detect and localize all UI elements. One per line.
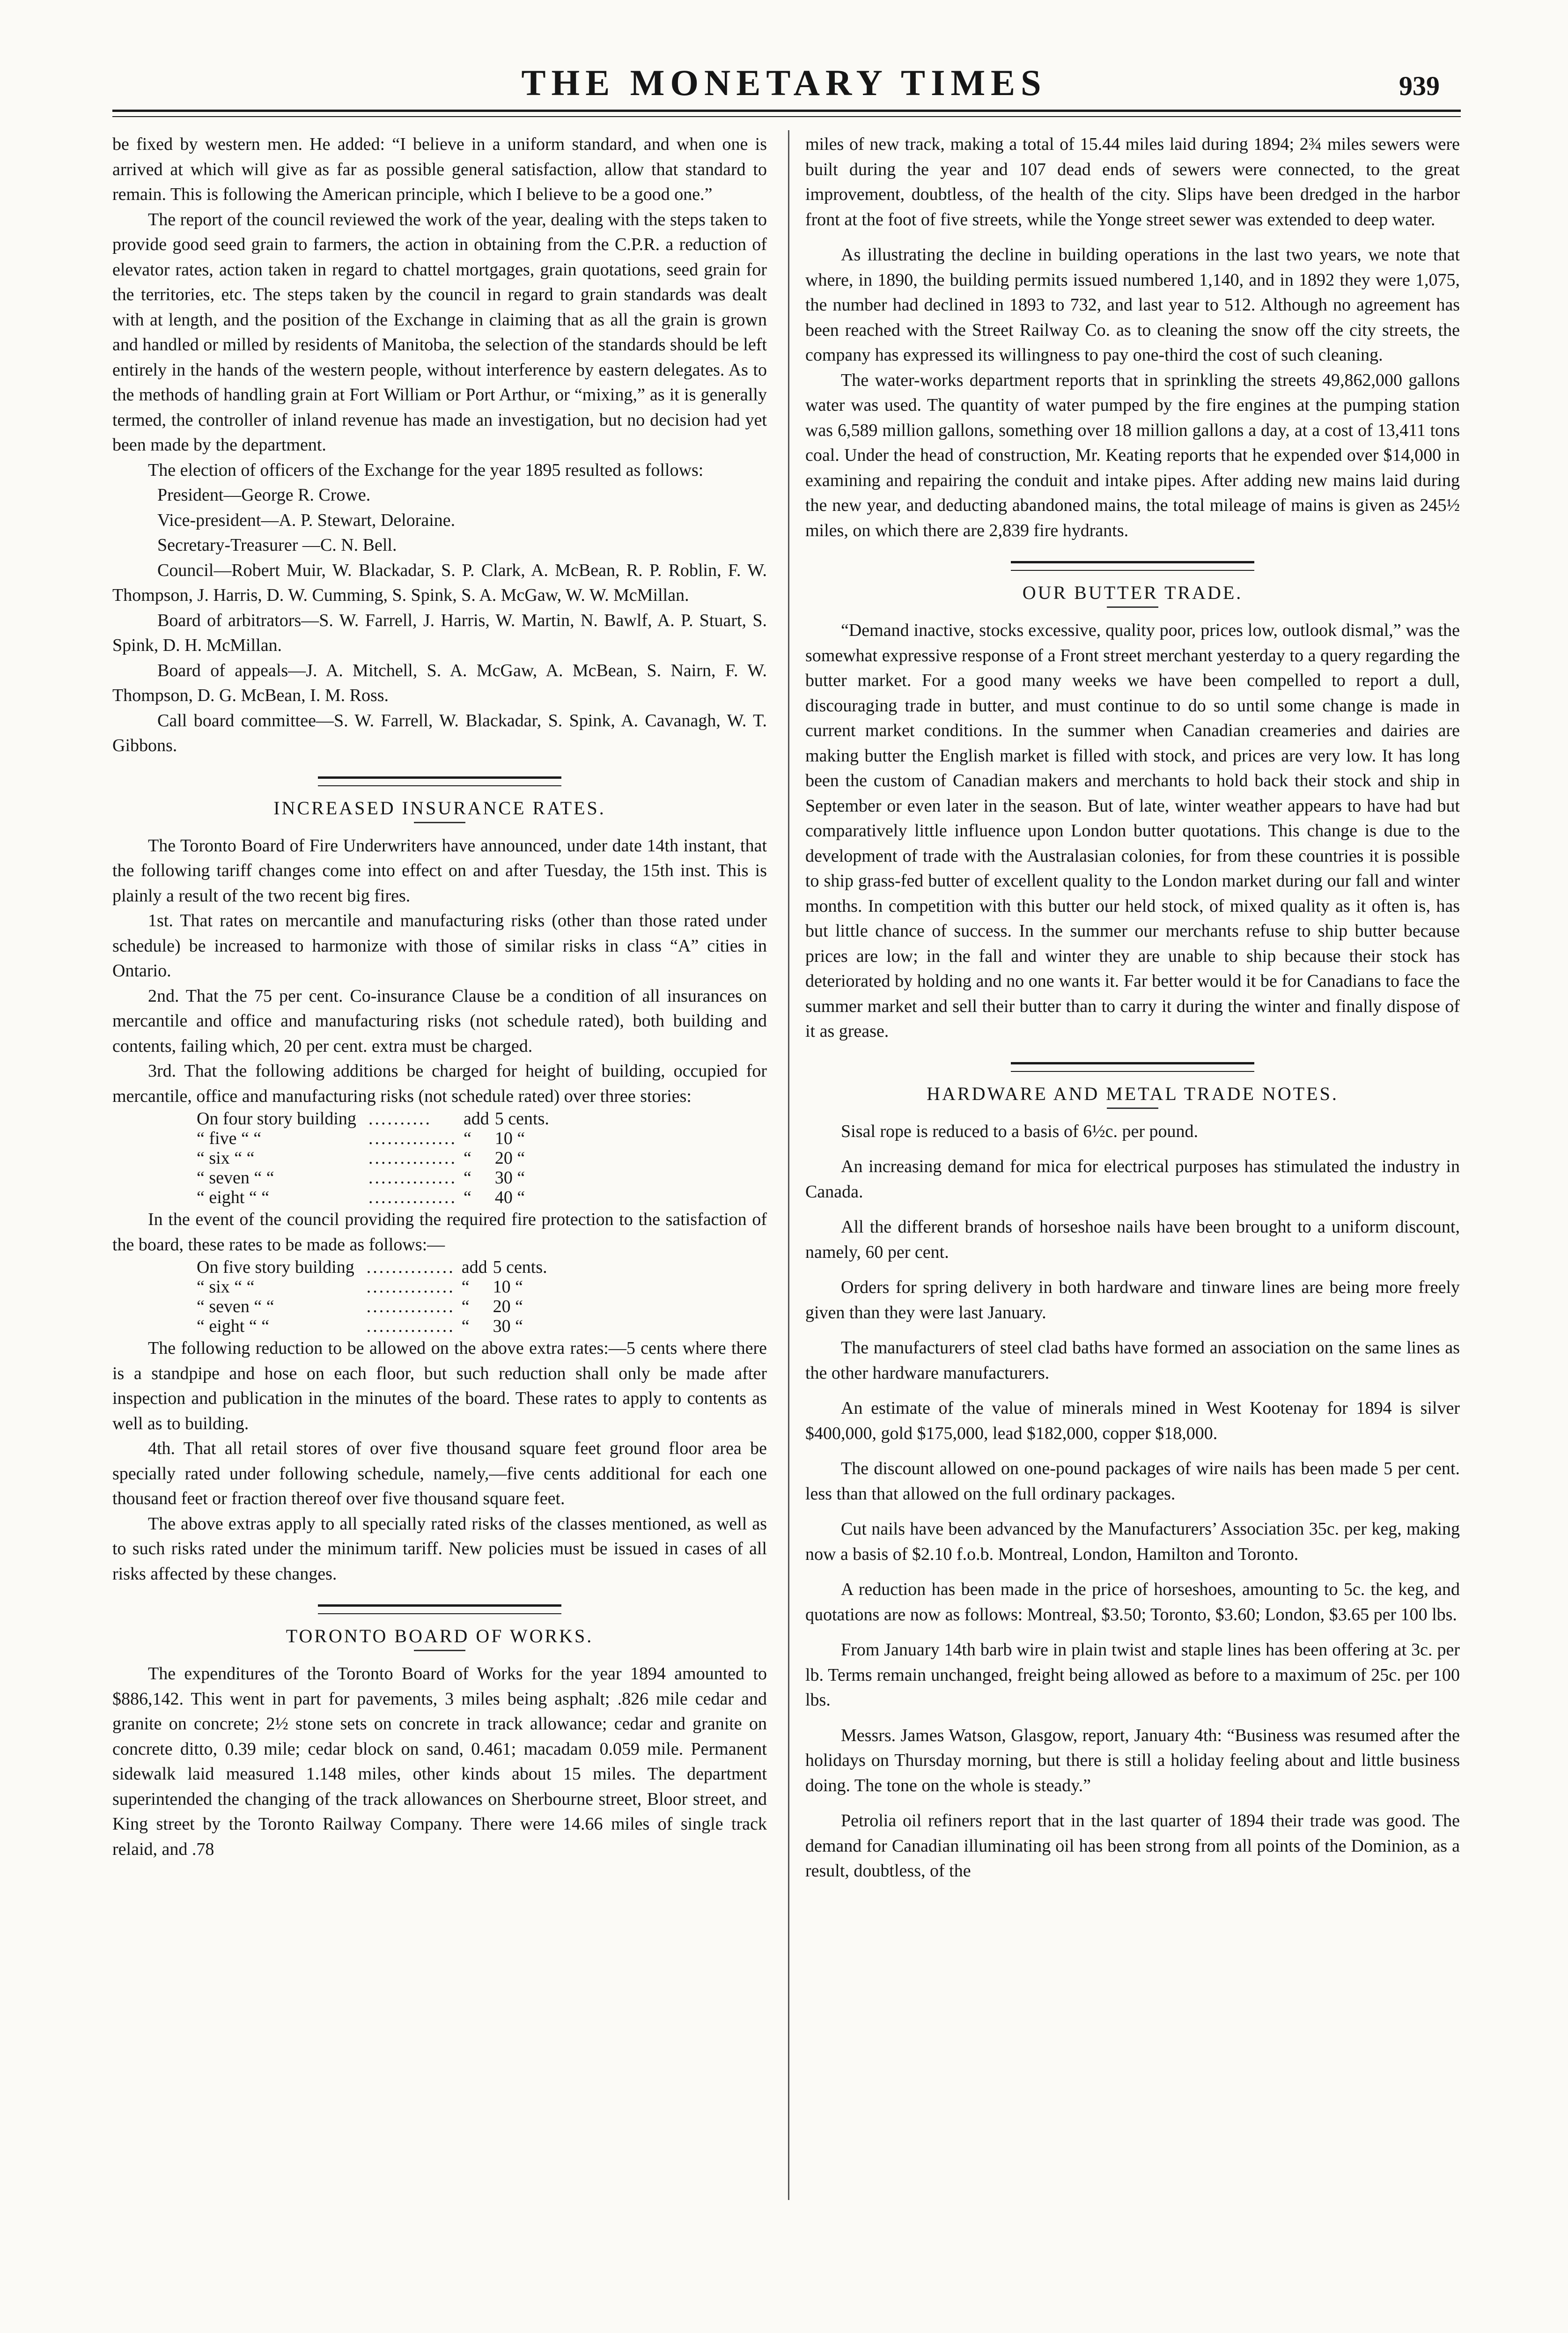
article-paragraph: The following reduction to be allowed on the above extra rates:—5 cents where there is a standpipe and hose on each floor, but such reduction shall only be made after inspection and publication in the minutes of the board. These rates to apply to contents as well as to building.	[112, 1338, 767, 1433]
news-item: Messrs. James Watson, Glasgow, report, January 4th: “Business was resumed after the holidays on Thursday morning, but there is still a holiday feeling about and little business doing. The tone on the whole is steady.”	[805, 1725, 1460, 1795]
table-cell: ..........	[368, 1109, 432, 1129]
table-cell: ..............	[366, 1316, 455, 1336]
news-item: From January 14th barb wire in plain twist and staple lines has been offering at 3c. per lb. Terms remain unchanged, freight being allowed as before to a maximum of 25c. per 100 lbs.	[805, 1640, 1460, 1710]
table-cell: “	[463, 1129, 471, 1148]
table-cell: On four story building	[197, 1109, 356, 1129]
section-divider	[1011, 1062, 1254, 1072]
table-cell: ..............	[368, 1188, 457, 1207]
news-item: Cut nails have been advanced by the Manufacturers’ Association 35c. per keg, making now a basis of $2.10 f.o.b. Montreal, London, Hamilton and Toronto.	[805, 1519, 1460, 1564]
table-cell: 20 “	[494, 1148, 525, 1168]
article-paragraph: In the event of the council providing the required fire protection to the satisfaction of the board, these rates to be made as follows:—	[112, 1210, 767, 1255]
table-cell: ..............	[366, 1277, 455, 1297]
officer-entry: Council—Robert Muir, W. Blackadar, S. P. Clark, A. McBean, R. P. Roblin, F. W. Thompson, J. Harris, D. W. Cumming, S. Spink, S. A. McGaw, W. W. McMillan.	[112, 560, 767, 605]
table-cell: “ eight “ “	[197, 1188, 270, 1207]
table-cell: add	[461, 1257, 487, 1277]
article-paragraph: The water-works department reports that in sprinkling the streets 49,862,000 gallons water was used. The quantity of water pumped by the fire engines at the pumping station was 6,589 million gallons, something over 18 million gallons a day, at a cost of 13,411 tons coal. Under the head of construction, Mr. Keating reports that he expended over $14,000 in examining and repairing the conduit and intake pipes. After adding new mains laid during the new year, and deducting abandoned mains, the total mileage of mains is given as 245½ miles, on which there are 2,839 fire hydrants.	[805, 370, 1460, 540]
news-item: The discount allowed on one-pound packages of wire nails has been made 5 per cent. less than that allowed on the full ordinary packages.	[805, 1459, 1460, 1504]
table-cell: 30 “	[493, 1316, 523, 1336]
section-title-board-of-works: TORONTO BOARD OF WORKS.	[286, 1625, 594, 1646]
news-item: Orders for spring delivery in both hardware and tinware lines are being more freely given than they were last January.	[805, 1277, 1460, 1322]
table-cell: “	[463, 1168, 471, 1188]
table-cell: On five story building	[197, 1257, 354, 1277]
news-item: Sisal rope is reduced to a basis of 6½c. per pound.	[841, 1121, 1198, 1141]
table-row	[197, 1109, 555, 1129]
title-underline	[1107, 606, 1158, 608]
table-cell: 40 “	[494, 1188, 525, 1207]
officers-list	[112, 483, 767, 759]
article-paragraph: 3rd. That the following additions be charged for height of building, occupied for mercantile, office and manufacturing risks (not schedule rated) over three stories:	[112, 1061, 767, 1106]
table-cell: add	[463, 1109, 489, 1129]
table-cell: “	[463, 1188, 471, 1207]
table-cell: “ five “ “	[197, 1129, 262, 1148]
section-title-hardware: HARDWARE AND METAL TRADE NOTES.	[927, 1083, 1339, 1104]
table-row	[197, 1188, 555, 1207]
right-column	[805, 132, 1460, 1884]
article-paragraph: miles of new track, making a total of 15.44 miles laid during 1894; 2¾ miles sewers were built during the year and 107 dead ends of sewers were connected, to the great improvement, doubtless, of the health of the city. Slips have been dredged in the harbor front at the foot of five streets, while the Yonge street sewer was extended to deep water.	[805, 134, 1460, 229]
article-paragraph: The Toronto Board of Fire Underwriters have announced, under date 14th instant, that the following tariff changes come into effect on and after Tuesday, the 15th inst. This is plainly a result of the two recent big fires.	[112, 835, 767, 906]
news-item: An estimate of the value of minerals mined in West Kootenay for 1894 is silver $400,000, gold $175,000, lead $182,000, copper $18,000.	[805, 1398, 1460, 1443]
title-underline	[1107, 1107, 1158, 1109]
table-cell: ..............	[368, 1148, 457, 1168]
news-item: Petrolia oil refiners report that in the last quarter of 1894 their trade was good. The demand for Canadian illuminating oil has been strong from all points of the Dominion, as a result, doubtless, of the	[805, 1811, 1460, 1881]
article-paragraph: The expenditures of the Toronto Board of Works for the year 1894 amounted to $886,142. This went in part for pavements, 3 miles being asphalt; .826 mile cedar and granite on concrete; 2½ stone sets on concrete in track allowance; cedar and granite on concrete ditto, 0.39 mile; cedar block on sand, 0.461; macadam 0.059 mile. Permanent sidewalk laid measured 1.148 miles, other kinds about 15 miles. The department superintended the changing of the track allowances on Sherbourne street, Bloor street, and King street by the Toronto Railway Company. There were 14.66 miles of single track relaid, and .78	[112, 1664, 767, 1859]
title-underline	[414, 822, 465, 823]
officer-entry: Board of appeals—J. A. Mitchell, S. A. McGaw, A. McBean, S. Nairn, F. W. Thompson, D. G. McBean, I. M. Ross.	[112, 660, 767, 705]
officer-entry: President—George R. Crowe.	[157, 485, 371, 505]
header-rule-thin	[112, 116, 1461, 117]
article-paragraph: be fixed by western men. He added: “I believe in a uniform standard, and when one is arrived at which will give as far as possible general satisfaction, allow that standard to remain. This is following the American principle, which I believe to be a good one.”	[112, 134, 767, 204]
table-cell: “ six “ “	[197, 1277, 255, 1297]
section-divider	[318, 776, 561, 786]
table-cell: 30 “	[494, 1168, 525, 1188]
news-item: The manufacturers of steel clad baths have formed an association on the same lines as the other hardware manufacturers.	[805, 1338, 1460, 1383]
column-divider	[788, 130, 789, 2200]
table-cell: “ six “ “	[197, 1148, 255, 1168]
table-cell: ..............	[366, 1257, 455, 1277]
rates-table-2	[197, 1257, 553, 1336]
article-paragraph: “Demand inactive, stocks excessive, quality poor, prices low, outlook dismal,” was the somewhat expressive response of a Front street merchant yesterday to a query regarding the butter market. For a good many weeks we have been compelled to report a dull, discouraging trade in butter, and must continue to do so until some change is made in current market conditions. In the summer when Canadian creameries and dairies are making butter the English market is filled with stock, and prices are very low. It has long been the custom of Canadian makers and merchants to hold back their stock and ship in September or even later in the season. But of late, winter weather appears to have had but comparatively little influence upon London butter quotations. This change is due to the development of trade with the Australasian colonies, for from these countries it is possible to ship grass-fed butter of excellent quality to the London market during our fall and winter months. In competition with this butter our held stock, of mixed quality as it often is, has but little chance of success. In the summer our merchants refuse to ship butter because prices are low; in the fall and winter they are unable to ship because their stock has deteriorated by holding and no one wants it. Far better would it be for Canadians to face the summer market and sell their butter than to carry it during the winter and finally dispose of it as grease.	[805, 620, 1460, 1041]
table-cell: 10 “	[493, 1277, 523, 1297]
section-divider	[1011, 561, 1254, 571]
table-row	[197, 1129, 555, 1148]
table-cell: “ eight “ “	[197, 1316, 270, 1336]
table-row	[197, 1148, 555, 1168]
table-cell: “ seven “ “	[197, 1168, 274, 1188]
table-cell: ..............	[366, 1297, 455, 1316]
table-row	[197, 1297, 553, 1316]
title-underline	[414, 1650, 465, 1651]
table-cell: “	[461, 1277, 470, 1297]
article-paragraph: 4th. That all retail stores of over five thousand square feet ground floor area be specially rated under following schedule, namely,—five cents additional for each one thousand feet or fraction thereof over five thousand square feet.	[112, 1439, 767, 1508]
table-cell: “	[461, 1297, 470, 1316]
table-cell: ..............	[368, 1129, 457, 1148]
table-row	[197, 1277, 553, 1297]
rates-table-1	[197, 1109, 555, 1207]
news-item: An increasing demand for mica for electrical purposes has stimulated the industry in Canada.	[805, 1157, 1460, 1202]
article-paragraph: 1st. That rates on mercantile and manufacturing risks (other than those rated under schedule) be increased to harmonize with those of similar risks in class “A” cities in Ontario.	[112, 911, 767, 981]
table-cell: ..............	[368, 1168, 457, 1188]
masthead: THE MONETARY TIMES	[521, 62, 1047, 103]
news-item: All the different brands of horseshoe nails have been brought to a uniform discount, namely, 60 per cent.	[805, 1217, 1460, 1262]
section-title-insurance: INCREASED INSURANCE RATES.	[273, 797, 606, 819]
article-paragraph: As illustrating the decline in building operations in the last two years, we note that where, in 1890, the building permits issued numbered 1,140, and in 1892 they were 1,075, the number had declined in 1893 to 732, and last year to 512. Although no agreement has been reached with the Street Railway Co. as to cleaning the snow off the city streets, the company has expressed its willingness to pay one-third the cost of such cleaning.	[805, 245, 1460, 365]
table-row	[197, 1168, 555, 1188]
article-paragraph: The above extras apply to all specially rated risks of the classes mentioned, as well as to such risks rated under the minimum tariff. New policies must be issued in cases of all risks affected by these changes.	[112, 1513, 767, 1584]
officer-entry: Secretary-Treasurer —C. N. Bell.	[157, 535, 397, 555]
page-number: 939	[1399, 71, 1440, 101]
table-row	[197, 1316, 553, 1336]
officer-entry: Board of arbitrators—S. W. Farrell, J. Harris, W. Martin, N. Bawlf, A. P. Stuart, S. Spink, D. H. McMillan.	[112, 610, 767, 655]
officer-entry: Vice-president—A. P. Stewart, Deloraine.	[157, 510, 456, 530]
article-paragraph: 2nd. That the 75 per cent. Co-insurance Clause be a condition of all insurances on mercantile and office and manufacturing risks (not schedule rated), both building and contents, failing which, 20 per cent. extra must be charged.	[112, 986, 767, 1056]
article-paragraph: The election of officers of the Exchange for the year 1895 resulted as follows:	[148, 460, 704, 480]
article-paragraph: The report of the council reviewed the work of the year, dealing with the steps taken to provide good seed grain to farmers, the action in obtaining from the C.P.R. a reduction of elevator rates, action taken in regard to chattel mortgages, grain quotations, seed grain for the territories, etc. The steps taken by the council in regard to grain standards was dealt with at length, and the position of the Exchange in claiming that as all the grain is grown and handled or milled by residents of Manitoba, the selection of the standards should be left entirely in the hands of the western people, without interference by eastern delegates. As to the methods of handling grain at Fort William or Port Arthur, or “mixing,” as it is generally termed, the controller of inland revenue has made an investigation, but no decision had yet been made by the department.	[112, 209, 767, 455]
section-title-butter: OUR BUTTER TRADE.	[1022, 582, 1243, 603]
table-cell: “	[463, 1148, 471, 1168]
table-cell: “	[461, 1316, 470, 1336]
left-column	[112, 132, 767, 1862]
table-cell: 20 “	[493, 1297, 523, 1316]
section-divider	[318, 1604, 561, 1614]
table-cell: 5 cents.	[494, 1109, 549, 1129]
officer-entry: Call board committee—S. W. Farrell, W. Blackadar, S. Spink, A. Cavanagh, W. T. Gibbons.	[112, 710, 767, 755]
table-cell: “ seven “ “	[197, 1297, 274, 1316]
header-rule	[112, 110, 1461, 112]
table-row	[197, 1257, 553, 1277]
table-cell: 5 cents.	[493, 1257, 547, 1277]
news-item: A reduction has been made in the price of horseshoes, amounting to 5c. the keg, and quotations are now as follows: Montreal, $3.50; Toronto, $3.60; London, $3.65 per 100 lbs.	[805, 1580, 1460, 1624]
table-cell: 10 “	[494, 1129, 525, 1148]
